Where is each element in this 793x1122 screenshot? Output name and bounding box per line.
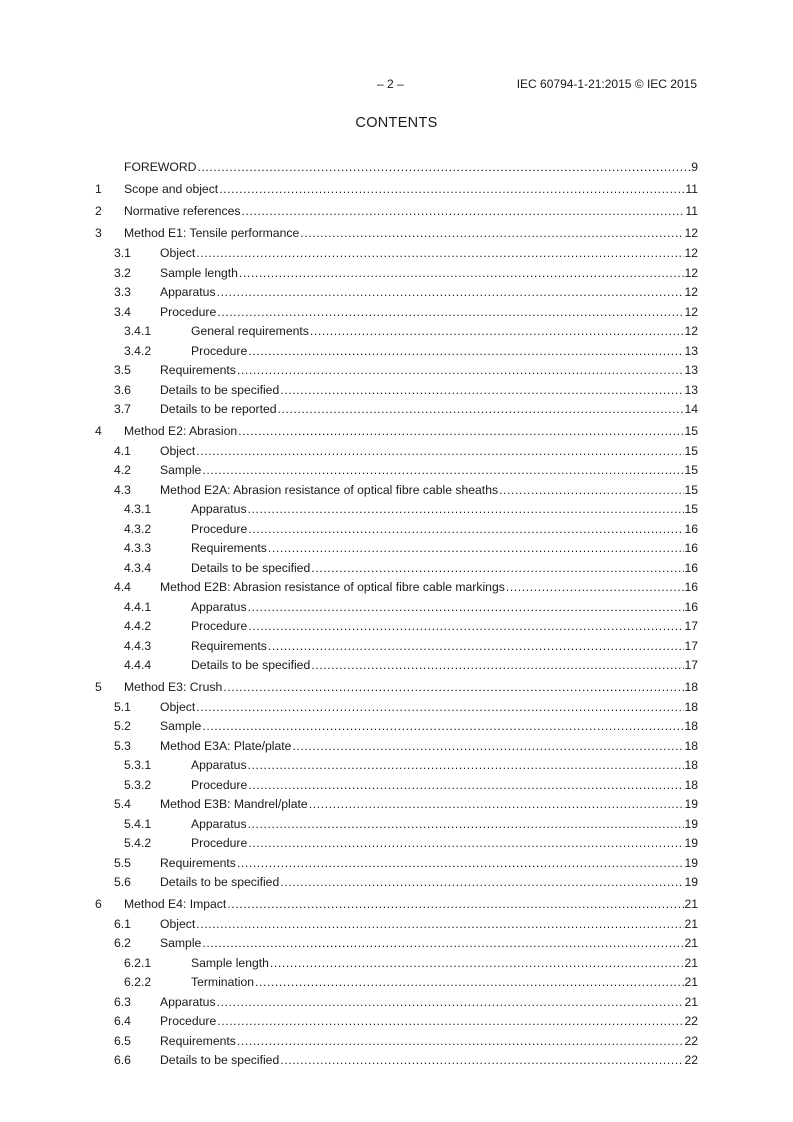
toc-page-number: 15 (684, 482, 698, 497)
toc-row[interactable] (95, 1051, 698, 1071)
toc-section-title: Method E4: Impact (124, 893, 226, 915)
toc-dot-leader (238, 264, 685, 284)
toc-row[interactable] (95, 303, 698, 323)
toc-row[interactable] (95, 500, 698, 520)
toc-entry-link[interactable] (160, 442, 698, 462)
toc-section-number: 4.1 (114, 443, 131, 458)
toc-section-number: 6.3 (114, 994, 131, 1009)
toc-dot-leader (277, 400, 685, 420)
toc-section-title: Apparatus (191, 500, 247, 520)
toc-entry-link[interactable] (191, 559, 698, 579)
toc-dot-leader (247, 776, 684, 796)
toc-section-number: 3.4 (114, 304, 131, 319)
toc-page-number: 9 (691, 160, 698, 174)
toc-section-title: Apparatus (191, 598, 247, 618)
toc-entry-link[interactable] (191, 954, 698, 974)
toc-entry-link[interactable] (124, 222, 698, 244)
toc-entry-link[interactable] (191, 342, 698, 362)
toc-section-title: Scope and object (124, 178, 218, 200)
toc-row[interactable] (95, 461, 698, 481)
toc-page-number: 11 (685, 204, 698, 218)
toc-page-number: 21 (684, 916, 698, 931)
toc-section-number: 4.3.2 (124, 521, 152, 536)
toc-page-number: 17 (684, 658, 698, 672)
toc-row[interactable] (95, 381, 698, 401)
toc-entry-link[interactable] (160, 698, 698, 718)
toc-page-number: 16 (684, 560, 698, 575)
toc-section-number: 3.7 (114, 402, 131, 416)
toc-page-number: 18 (684, 758, 698, 772)
toc-row[interactable] (95, 222, 698, 244)
toc-entry-link[interactable] (191, 656, 698, 676)
toc-entry-link[interactable] (124, 893, 698, 915)
toc-section-number: 3.6 (114, 382, 131, 397)
toc-row[interactable] (95, 737, 698, 757)
toc-section-number: 6.5 (114, 1033, 131, 1048)
toc-row[interactable] (95, 283, 698, 303)
toc-section-title: Procedure (160, 1012, 216, 1032)
toc-section-title: Object (160, 244, 195, 264)
toc-dot-leader (267, 539, 685, 559)
toc-entry-link[interactable] (191, 637, 698, 657)
toc-section-number: 5.3.2 (124, 777, 152, 792)
toc-dot-leader (279, 1051, 684, 1071)
toc-row[interactable] (95, 442, 698, 462)
toc-section-number: 5.6 (114, 875, 131, 889)
toc-dot-leader (216, 283, 685, 303)
toc-row[interactable] (95, 520, 698, 540)
toc-dot-leader (216, 303, 684, 323)
toc-dot-leader (247, 815, 685, 835)
toc-section-title: Procedure (191, 617, 247, 637)
toc-entry-link[interactable] (191, 756, 698, 776)
toc-row[interactable] (95, 578, 698, 598)
toc-entry-link[interactable] (191, 815, 698, 835)
toc-entry-link[interactable] (124, 200, 698, 222)
toc-page-number: 21 (684, 955, 698, 970)
toc-row[interactable] (95, 893, 698, 915)
toc-entry-link[interactable] (191, 500, 698, 520)
toc-entry-link[interactable] (160, 381, 698, 401)
toc-section-number: 4.4.3 (124, 638, 152, 653)
toc-entry-link[interactable] (160, 717, 698, 737)
toc-row[interactable] (95, 178, 698, 200)
toc-section-title: Normative references (124, 200, 241, 222)
toc-dot-leader (218, 178, 685, 200)
toc-section-title: Details to be specified (160, 1051, 279, 1071)
toc-section-number: 4.4.2 (124, 619, 152, 633)
toc-section-title: FOREWORD (124, 156, 196, 178)
toc-page-number: 19 (684, 855, 698, 870)
toc-entry-link[interactable] (191, 539, 698, 559)
toc-row[interactable] (95, 934, 698, 954)
toc-row[interactable] (95, 264, 698, 284)
toc-page-number: 19 (684, 836, 698, 850)
toc-section-title: Procedure (191, 520, 247, 540)
toc-entry-link[interactable] (160, 481, 698, 501)
toc-row[interactable] (95, 559, 698, 579)
toc-row[interactable] (95, 598, 698, 618)
page-header (0, 74, 793, 94)
toc-row[interactable] (95, 676, 698, 698)
toc-page-number: 16 (684, 580, 698, 594)
toc-row[interactable] (95, 156, 698, 178)
toc-section-title: Object (160, 698, 195, 718)
toc-page-number: 13 (684, 363, 698, 377)
toc-dot-leader (299, 222, 684, 244)
toc-dot-leader (216, 1012, 684, 1032)
toc-entry-link[interactable] (160, 1012, 698, 1032)
toc-entry-link[interactable] (191, 322, 698, 342)
toc-row[interactable] (95, 815, 698, 835)
toc-page-number: 19 (684, 875, 698, 889)
toc-entry-link[interactable] (160, 795, 698, 815)
toc-section-title: Requirements (191, 637, 267, 657)
toc-dot-leader (195, 244, 684, 264)
toc-entry-link[interactable] (191, 973, 698, 993)
toc-row[interactable] (95, 795, 698, 815)
toc-page-number: 18 (684, 699, 698, 714)
toc-section-number: 4.4.1 (124, 599, 152, 614)
table-of-contents (95, 156, 698, 1071)
toc-entry-link[interactable] (191, 776, 698, 796)
toc-page-number: 18 (684, 738, 698, 753)
toc-page-number: 17 (684, 638, 698, 653)
toc-section-number: 4 (95, 423, 102, 438)
toc-row[interactable] (95, 420, 698, 442)
toc-dot-leader (195, 698, 684, 718)
toc-section-number: 3.5 (114, 363, 131, 377)
toc-entry-link[interactable] (160, 303, 698, 323)
toc-row[interactable] (95, 1032, 698, 1052)
page-title: CONTENTS (355, 115, 438, 131)
toc-dot-leader (247, 500, 685, 520)
toc-page-number: 12 (684, 285, 698, 299)
toc-section-title: Termination (191, 973, 254, 993)
toc-entry-link[interactable] (124, 178, 698, 200)
toc-dot-leader (236, 1032, 685, 1052)
toc-page-number: 12 (684, 246, 698, 260)
toc-section-number: 5.5 (114, 855, 131, 870)
toc-dot-leader (279, 381, 684, 401)
toc-section-title: Requirements (160, 854, 236, 874)
toc-page-number: 22 (684, 1014, 698, 1028)
toc-section-title: Procedure (191, 834, 247, 854)
toc-page-number: 16 (684, 541, 698, 555)
toc-section-number: 4.4.4 (124, 658, 152, 672)
toc-dot-leader (195, 915, 684, 935)
toc-section-number: 1 (95, 182, 102, 196)
toc-section-title: Object (160, 915, 195, 935)
toc-row[interactable] (95, 617, 698, 637)
toc-entry-link[interactable] (124, 420, 698, 442)
toc-dot-leader (196, 156, 691, 178)
toc-row[interactable] (95, 993, 698, 1013)
toc-section-number: 3.4.1 (124, 324, 152, 338)
toc-dot-leader (237, 420, 684, 442)
toc-dot-leader (247, 834, 684, 854)
toc-section-title: Method E2A: Abrasion resistance of optical fibre cable sheaths (160, 481, 498, 501)
toc-dot-leader (279, 873, 684, 893)
toc-dot-leader (236, 854, 685, 874)
toc-dot-leader (201, 717, 684, 737)
toc-section-number: 4.4 (114, 580, 131, 594)
toc-section-number: 4.3.1 (124, 502, 152, 516)
toc-page-number: 12 (684, 265, 698, 280)
toc-entry-link[interactable] (160, 854, 698, 874)
toc-section-title: Object (160, 442, 195, 462)
toc-page-number: 15 (684, 502, 698, 516)
toc-section-number: 6.2.1 (124, 955, 152, 970)
toc-page-number: 11 (685, 182, 698, 196)
toc-dot-leader (201, 461, 684, 481)
toc-section-number: 6.4 (114, 1014, 131, 1028)
toc-section-title: Requirements (160, 361, 236, 381)
toc-dot-leader (247, 756, 685, 776)
toc-dot-leader (267, 637, 685, 657)
toc-dot-leader (310, 656, 684, 676)
toc-dot-leader (222, 676, 684, 698)
toc-dot-leader (291, 737, 684, 757)
toc-row[interactable] (95, 637, 698, 657)
toc-row[interactable] (95, 854, 698, 874)
toc-row[interactable] (95, 776, 698, 796)
toc-entry-link[interactable] (160, 1051, 698, 1071)
toc-section-title: Method E1: Tensile performance (124, 222, 299, 244)
toc-row[interactable] (95, 361, 698, 381)
toc-row[interactable] (95, 539, 698, 559)
toc-section-title: General requirements (191, 322, 309, 342)
toc-entry-link[interactable] (124, 676, 698, 698)
toc-page-number: 22 (684, 1053, 698, 1067)
toc-row[interactable] (95, 717, 698, 737)
toc-row[interactable] (95, 973, 698, 993)
toc-page-number: 21 (684, 936, 698, 950)
toc-page-number: 18 (684, 679, 698, 694)
toc-section-title: Sample (160, 934, 201, 954)
toc-row[interactable] (95, 481, 698, 501)
toc-page-number: 15 (684, 423, 698, 438)
toc-section-title: Sample (160, 461, 201, 481)
toc-dot-leader (308, 795, 685, 815)
toc-page-number: 16 (684, 599, 698, 614)
toc-page-number: 12 (684, 304, 698, 319)
toc-section-number: 5.4.1 (124, 816, 152, 831)
toc-section-number: 6 (95, 896, 102, 911)
toc-entry-link[interactable] (160, 264, 698, 284)
toc-entry-link[interactable] (191, 834, 698, 854)
toc-section-number: 5 (95, 679, 102, 694)
toc-section-title: Requirements (160, 1032, 236, 1052)
toc-section-number: 5.2 (114, 719, 131, 733)
document-reference: IEC 60794-1-21:2015 © IEC 2015 (516, 77, 697, 91)
toc-page-number: 16 (684, 521, 698, 536)
toc-section-number: 4.3.4 (124, 560, 152, 575)
toc-section-title: Sample length (191, 954, 269, 974)
toc-section-title: Details to be specified (160, 873, 279, 893)
toc-page-number: 21 (684, 975, 698, 989)
toc-section-number: 3.2 (114, 265, 131, 280)
toc-dot-leader (195, 442, 684, 462)
toc-section-title: Sample length (160, 264, 238, 284)
toc-section-title: Method E3A: Plate/plate (160, 737, 291, 757)
toc-entry-link[interactable] (160, 400, 698, 420)
toc-section-title: Apparatus (160, 993, 216, 1013)
toc-page-number: 17 (684, 619, 698, 633)
toc-section-number: 4.2 (114, 463, 131, 477)
toc-section-number: 3.3 (114, 285, 131, 299)
toc-row[interactable] (95, 954, 698, 974)
toc-section-title: Details to be specified (191, 656, 310, 676)
toc-section-number: 6.2.2 (124, 975, 152, 989)
toc-row[interactable] (95, 244, 698, 264)
toc-row[interactable] (95, 400, 698, 420)
toc-entry-link[interactable] (160, 934, 698, 954)
toc-section-title: Method E3B: Mandrel/plate (160, 795, 308, 815)
toc-section-number: 5.3 (114, 738, 131, 753)
toc-dot-leader (498, 481, 684, 501)
toc-entry-link[interactable] (191, 520, 698, 540)
toc-section-title: Requirements (191, 539, 267, 559)
toc-row[interactable] (95, 698, 698, 718)
page-number: – 2 – (377, 77, 404, 91)
toc-row[interactable] (95, 1012, 698, 1032)
toc-entry-link[interactable] (160, 915, 698, 935)
toc-dot-leader (201, 934, 684, 954)
toc-page-number: 13 (684, 382, 698, 397)
toc-entry-link[interactable] (160, 1032, 698, 1052)
toc-row[interactable] (95, 834, 698, 854)
toc-section-title: Method E3: Crush (124, 676, 222, 698)
toc-section-title: Details to be specified (191, 559, 310, 579)
toc-section-title: Apparatus (191, 815, 247, 835)
toc-dot-leader (236, 361, 685, 381)
toc-row[interactable] (95, 656, 698, 676)
toc-section-number: 4.3 (114, 482, 131, 497)
toc-section-title: Sample (160, 717, 201, 737)
toc-page-number: 14 (684, 402, 698, 416)
toc-entry-link[interactable] (160, 361, 698, 381)
toc-section-title: Apparatus (191, 756, 247, 776)
toc-page-number: 15 (684, 463, 698, 477)
toc-section-number: 5.4.2 (124, 836, 152, 850)
toc-section-number: 3.4.2 (124, 343, 152, 358)
toc-section-number: 4.3.3 (124, 541, 152, 555)
toc-section-title: Details to be reported (160, 400, 277, 420)
toc-section-number: 5.3.1 (124, 758, 152, 772)
toc-section-title: Method E2B: Abrasion resistance of optical fibre cable markings (160, 578, 505, 598)
toc-entry-link[interactable] (160, 244, 698, 264)
toc-dot-leader (247, 617, 684, 637)
toc-page-number: 13 (684, 343, 698, 358)
toc-dot-leader (226, 893, 684, 915)
toc-row[interactable] (95, 756, 698, 776)
toc-section-title: Procedure (160, 303, 216, 323)
toc-page-number: 18 (684, 777, 698, 792)
toc-dot-leader (241, 200, 686, 222)
toc-entry-link[interactable] (124, 156, 698, 178)
toc-dot-leader (505, 578, 685, 598)
toc-dot-leader (269, 954, 685, 974)
toc-row[interactable] (95, 342, 698, 362)
toc-entry-link[interactable] (191, 598, 698, 618)
toc-section-number: 2 (95, 204, 102, 218)
toc-entry-link[interactable] (191, 617, 698, 637)
toc-row[interactable] (95, 915, 698, 935)
toc-row[interactable] (95, 873, 698, 893)
toc-page-number: 21 (684, 896, 698, 911)
toc-section-title: Procedure (191, 342, 247, 362)
toc-section-title: Details to be specified (160, 381, 279, 401)
toc-page-number: 22 (684, 1033, 698, 1048)
toc-dot-leader (254, 973, 684, 993)
toc-entry-link[interactable] (160, 578, 698, 598)
toc-section-number: 3 (95, 226, 102, 240)
toc-page-number: 15 (684, 443, 698, 458)
toc-entry-link[interactable] (160, 873, 698, 893)
toc-section-number: 5.1 (114, 699, 131, 714)
toc-dot-leader (310, 559, 684, 579)
toc-entry-link[interactable] (160, 283, 698, 303)
toc-page-number: 12 (684, 226, 698, 240)
toc-section-title: Procedure (191, 776, 247, 796)
toc-row[interactable] (95, 322, 698, 342)
toc-entry-link[interactable] (160, 993, 698, 1013)
toc-page-number: 19 (684, 816, 698, 831)
toc-section-number: 6.1 (114, 916, 131, 931)
toc-section-number: 6.6 (114, 1053, 131, 1067)
toc-section-number: 3.1 (114, 246, 131, 260)
toc-page-number: 12 (684, 324, 698, 338)
toc-section-number: 6.2 (114, 936, 131, 950)
toc-entry-link[interactable] (160, 737, 698, 757)
toc-section-title: Method E2: Abrasion (124, 420, 237, 442)
toc-dot-leader (247, 520, 684, 540)
toc-page-number: 18 (684, 719, 698, 733)
toc-page-number: 21 (684, 994, 698, 1009)
toc-dot-leader (247, 342, 684, 362)
toc-dot-leader (247, 598, 685, 618)
toc-dot-leader (309, 322, 685, 342)
toc-section-title: Apparatus (160, 283, 216, 303)
toc-entry-link[interactable] (160, 461, 698, 481)
toc-row[interactable] (95, 200, 698, 222)
toc-page-number: 19 (684, 797, 698, 811)
toc-dot-leader (216, 993, 685, 1013)
toc-section-number: 5.4 (114, 797, 131, 811)
